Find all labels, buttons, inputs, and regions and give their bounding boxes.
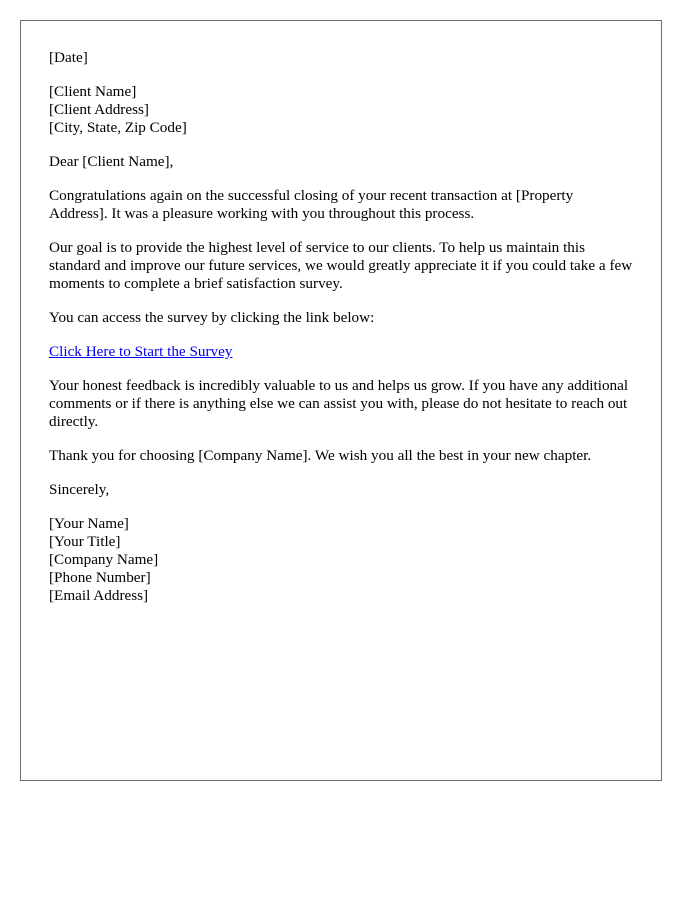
letter-page bbox=[20, 20, 662, 781]
signature-title: [Your Title] bbox=[49, 533, 121, 550]
paragraph-feedback: Your honest feedback is incredibly valuable to us and helps us grow. If you have any additional comments or if there is anything else we can assist you with, please do not hesitate to reach out directly. bbox=[49, 377, 629, 430]
signature-company: [Company Name] bbox=[49, 551, 159, 568]
recipient-block bbox=[49, 83, 633, 137]
recipient-name: [Client Name] bbox=[49, 83, 137, 100]
sign-off: Sincerely, bbox=[49, 481, 110, 498]
letter-date: [Date] bbox=[49, 49, 88, 66]
signature-email: [Email Address] bbox=[49, 587, 149, 604]
survey-link-container bbox=[49, 343, 633, 361]
survey-link[interactable]: Click Here to Start the Survey bbox=[49, 343, 233, 360]
paragraph-access-survey: You can access the survey by clicking the link below: bbox=[49, 309, 375, 326]
signature-name: [Your Name] bbox=[49, 515, 129, 532]
signature-block bbox=[49, 515, 633, 605]
paragraph-thank-you: Thank you for choosing [Company Name]. We wish you all the best in your new chapter. bbox=[49, 447, 592, 464]
recipient-address: [Client Address] bbox=[49, 101, 149, 118]
signature-phone: [Phone Number] bbox=[49, 569, 151, 586]
greeting: Dear [Client Name], bbox=[49, 153, 174, 170]
paragraph-goal: Our goal is to provide the highest level of service to our clients. To help us maintain this standard and improve our future services, we would greatly appreciate it if you could take a few moments to complete a brief satisfaction survey. bbox=[49, 239, 633, 292]
paragraph-congratulations: Congratulations again on the successful closing of your recent transaction at [Property Address]. It was a pleasure working with you throughout this process. bbox=[49, 187, 574, 222]
recipient-city-state-zip: [City, State, Zip Code] bbox=[49, 119, 187, 136]
